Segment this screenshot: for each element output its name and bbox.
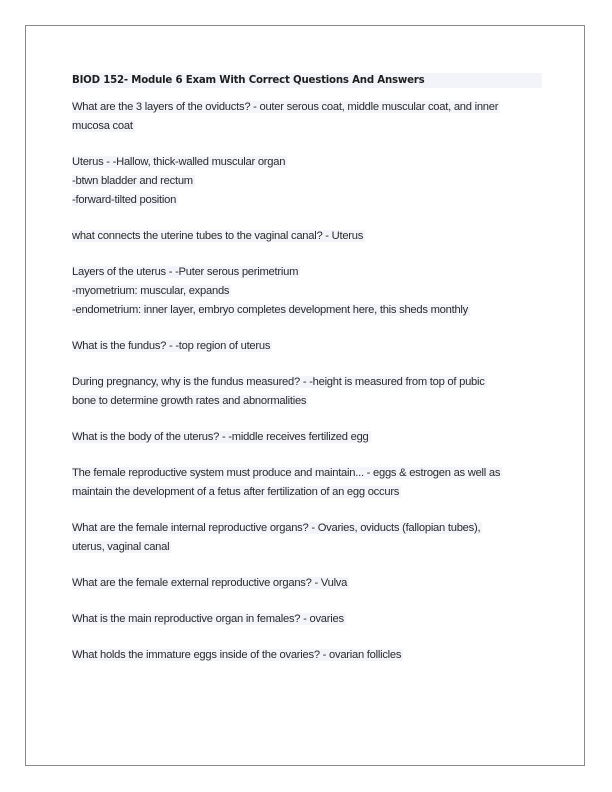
qa-line: -endometrium: inner layer, embryo completes development here, this sheds monthly <box>72 304 469 316</box>
qa-entry-uterus <box>72 153 542 210</box>
qa-line: bone to determine growth rates and abnormalities <box>72 395 307 407</box>
qa-line: What are the female internal reproductive organs? - Ovaries, oviducts (fallopian tubes), <box>72 522 481 534</box>
qa-line: What are the 3 layers of the oviducts? - outer serous coat, middle muscular coat, and inner <box>72 101 499 113</box>
qa-entry-external-organs <box>72 574 542 593</box>
qa-entry-oviduct-layers <box>72 98 542 136</box>
qa-line: What is the body of the uterus? - -middle receives fertilized egg <box>72 431 369 443</box>
qa-line: The female reproductive system must produce and maintain... - eggs & estrogen as well as <box>72 467 501 479</box>
qa-entry-uterine-tubes <box>72 227 542 246</box>
qa-entry-uterus-body <box>72 428 542 447</box>
qa-line: Uterus - -Hallow, thick-walled muscular organ <box>72 156 286 168</box>
qa-line: what connects the uterine tubes to the vaginal canal? - Uterus <box>72 230 364 242</box>
qa-entry-main-organ <box>72 610 542 629</box>
document-title: BIOD 152- Module 6 Exam With Correct Questions And Answers <box>72 73 542 88</box>
qa-entry-internal-organs <box>72 519 542 557</box>
qa-line: maintain the development of a fetus after fertilization of an egg occurs <box>72 486 400 498</box>
qa-entry-fundus <box>72 337 542 356</box>
qa-line: -btwn bladder and rectum <box>72 175 193 187</box>
qa-line: During pregnancy, why is the fundus measured? - -height is measured from top of pubic <box>72 376 485 388</box>
qa-line: -myometrium: muscular, expands <box>72 285 230 297</box>
qa-line: What holds the immature eggs inside of the ovaries? - ovarian follicles <box>72 649 402 661</box>
qa-line: uterus, vaginal canal <box>72 541 170 553</box>
qa-entry-ovarian-follicles <box>72 646 542 665</box>
qa-line: mucosa coat <box>72 120 133 132</box>
qa-line: What is the fundus? - -top region of uterus <box>72 340 271 352</box>
qa-line: What are the female external reproductive organs? - Vulva <box>72 577 348 589</box>
qa-line: What is the main reproductive organ in females? - ovaries <box>72 613 344 625</box>
document-body <box>72 73 542 682</box>
qa-entry-uterus-layers <box>72 263 542 320</box>
qa-entry-fundus-measured <box>72 373 542 411</box>
qa-entry-reproductive-system <box>72 464 542 502</box>
qa-line: Layers of the uterus - -Puter serous perimetrium <box>72 266 299 278</box>
qa-line: -forward-tilted position <box>72 194 177 206</box>
